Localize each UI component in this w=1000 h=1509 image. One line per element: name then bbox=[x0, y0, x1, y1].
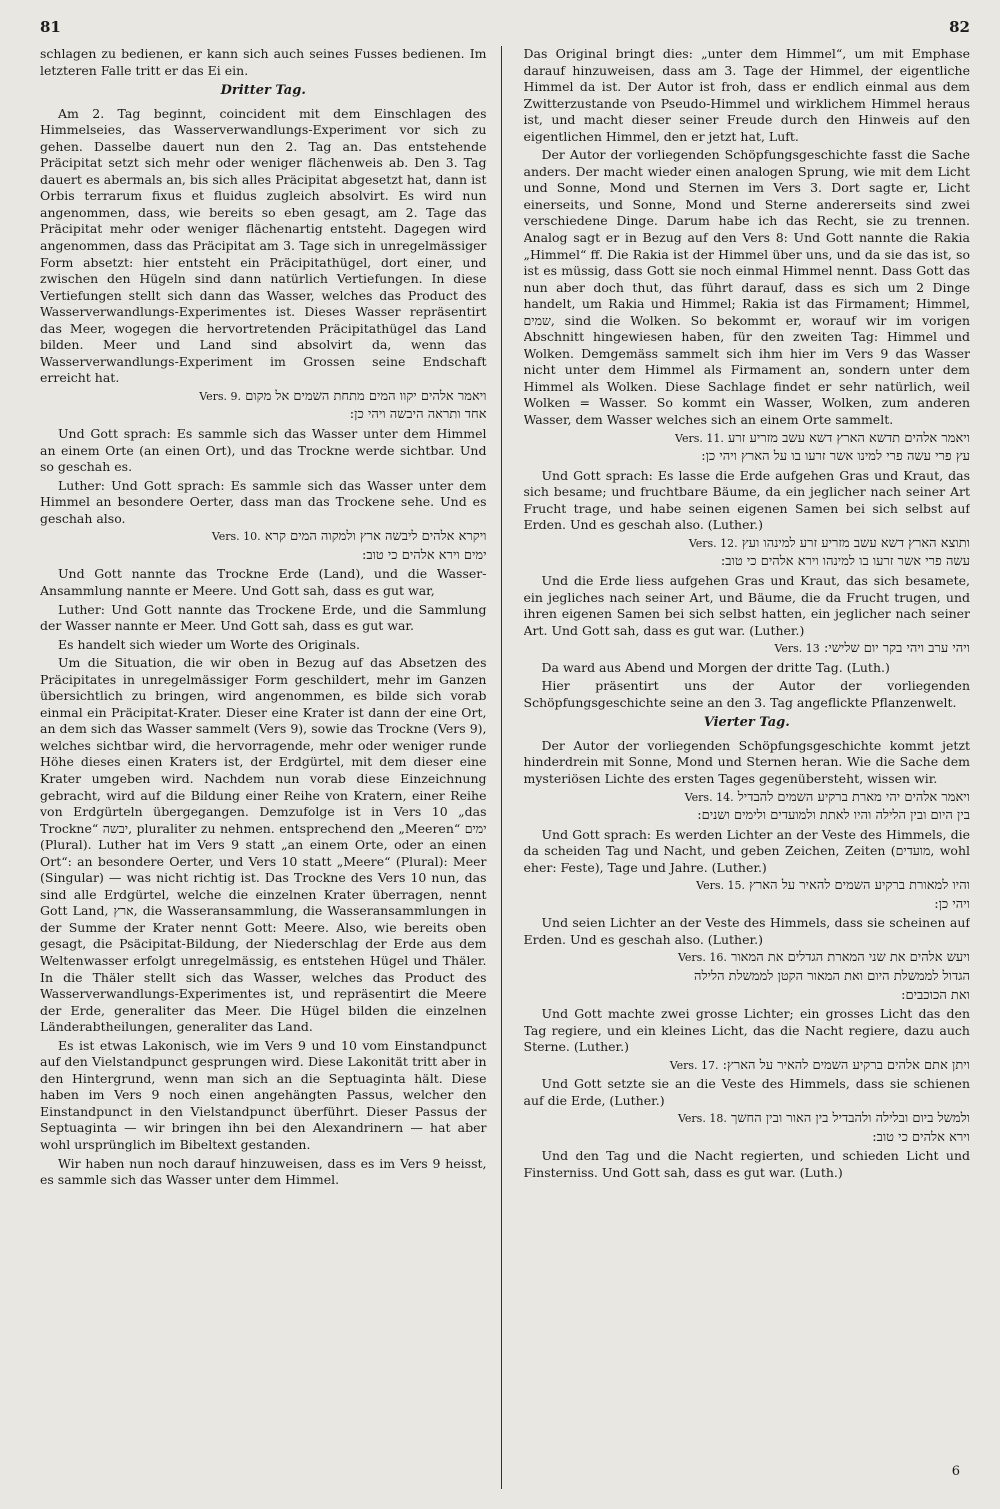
verse-number: Vers. 15. bbox=[696, 879, 745, 893]
paragraph: Um die Situation, die wir oben in Bezug auf das Absetzen des Präcipitates in unregelmässiger Form geschildert, mehr im Ganzen übersichtlich zu bringen, wird angenommen, es bilde sich vorab einmal ein Präcipitat-Krater. Dieser eine Krater ist dann der eine Ort, an dem sich das Wasser sammelt (Vers 9), sowie das Trockne (Vers 9), welches sichtbar wird, die hervorragende, mehr oder weniger runde Höhe dieses einen Kraters ist, der Erdgürtel, mit dem dieser eine Krater umgeben wird. Nachdem nun vorab diese Einzeichnung gebracht, wird auf die Bildung einer Reihe von Kratern, einer Reihe von Erdgürteln übergegangen. Demzufolge ist in Vers 10 „das Trockne“ יבשה, pluraliter zu nehmen. entsprechend den „Meeren“ ימים (Plural). Luther hat im Vers 9 statt „an einem Orte, oder an einen Ort“: an besondere Oerter, und Vers 10 statt „Meere“ (Plural): Meer (Singular) — was nicht richtig ist. Das Trockne des Vers 10 nun, das sind alle Erdgürtel, welche die einzelnen Krater überragen, nennt Gott Land, ארץ, die Wasseransammlung, die Wasseransammlungen in der Summe der Krater nennt Gott: Meere. Also, wie bereits oben gesagt, die Psäcipitat-Bildung, der Niederschlag der Erde aus dem Weltenwasser erfolgt unregelmässig, es entstehen Hügel und Thäler. In die Thäler stellt sich das Wasser, welches das Product des Wasserverwandlungs-Experimentes ist, und repräsentirt die Meere der Erde, generaliter das Meer. Die Hügel bilden die einzelnen Länderabtheilungen, generaliter das Land. bbox=[40, 655, 487, 1035]
hebrew-verse bbox=[524, 1058, 971, 1075]
hebrew-text: ויתן אתם אלהים ברקיע השמים להאיר על הארץ: bbox=[722, 1057, 970, 1073]
right-column bbox=[524, 46, 971, 1489]
paragraph: Und die Erde liess aufgehen Gras und Kraut, das sich besamete, ein jegliches nach seiner Art, und Bäume, die da Frucht trugen, und ihren eigenen Samen bei sich selbst hatten, ein jeglicher nach seiner Art. Und Gott sah, dass es gut war. (Luther.) bbox=[523, 572, 970, 638]
hebrew-verse: אחד ותראה היבשה ויהי כן: bbox=[349, 407, 487, 423]
paragraph: Und Gott sprach: Es lasse die Erde aufgehen Gras und Kraut, das sich besame; und fruchtbare Bäume, da ein jeglicher nach seiner Art Frucht trage, und habe seinen eigenen Samen bei sich selbst auf Erden. Und es geschah also. (Luther.) bbox=[523, 467, 970, 533]
paragraph: Und Gott machte zwei grosse Lichter; ein grosses Licht das den Tag regiere, und ein kleines Licht, das die Nacht regiere, dazu auch Sterne. (Luther.) bbox=[523, 1006, 970, 1055]
hebrew-text: ויעש אלהים את שני המארת הגדלים את המאור bbox=[730, 950, 970, 966]
hebrew-verse bbox=[524, 431, 971, 448]
hebrew-text: ולמשל ביום ובלילה ולהבדיל בין האור ובין החשך bbox=[730, 1111, 970, 1127]
hebrew-verse bbox=[524, 878, 971, 895]
paragraph: Und Gott setzte sie an die Veste des Himmels, dass sie schienen auf die Erde, (Luther.) bbox=[523, 1076, 970, 1108]
paragraph: Am 2. Tag beginnt, coincident mit dem Einschlagen des Himmelseies, das Wasserverwandlungs-Experiment vor sich zu gehen. Dasselbe dauert nun den 2. Tag an. Das entstehende Präcipitat setzt sich mehr oder weniger flächenweis ab. Den 3. Tag dauert es abermals an, bis sich alles Präcipitat abgesetzt hat, dann ist Orbis terrarum fixus et fluidus zugleich absolvirt. Es wird nun angenommen, dass, wie bereits so eben gesagt, am 2. Tage das Präcipitat mehr oder weniger flächenartig entsteht. Dagegen wird angenommen, dass das Präcipitat am 3. Tage sich in unregelmässiger Form absetzt: hier entsteht ein Präcipitathügel, dort einer, und zwischen den Hügeln sind dann natürlich Vertiefungen. In diese Vertiefungen stellt sich dann das Wasser, welches das Product des Wasserverwandlungs-Experimentes ist. Dieses Wasser repräsentirt das Meer, wogegen die hervortretenden Präcipitathügel das Land bilden. Meer und Land sind absolvirt da, wenn das Wasserverwandlungs-Experiment im Grossen seine Endschaft erreicht hat. bbox=[40, 105, 487, 386]
page-number-left: 81 bbox=[40, 18, 61, 36]
hebrew-verse: ואת הכוכבים: bbox=[901, 987, 970, 1003]
paragraph: Und den Tag und die Nacht regierten, und schieden Licht und Finsterniss. Und Gott sah, dass es gut war. (Luth.) bbox=[523, 1148, 970, 1180]
verse-number: Vers. 10. bbox=[211, 530, 261, 544]
paragraph: Und Gott sprach: Es sammle sich das Wasser unter dem Himmel an einem Orte (an einen Ort), und das Trockne werde sichtbar. Und so geschah es. bbox=[40, 426, 487, 475]
paragraph: Der Autor der vorliegenden Schöpfungsgeschichte fasst die Sache anders. Der macht wieder einen analogen Sprung, wie mit dem Licht und Sonne, Mond und Sternen im Vers 3. Dort sagte er, Licht einerseits, und Sonne, Mond und Sterne andererseits sind zwei verschiedene Dinge. Darum habe ich das Recht, sie zu trennen. Analog sagt er in Bezug auf den Vers 8: Und Gott nannte die Rakia „Himmel“ ff. Die Rakia ist der Himmel über uns, und da sie das ist, so ist es müssig, dass Gott sie noch einmal Himmel nennt. Dass Gott das nun aber doch thut, das führt darauf, dass es sich um 2 Dinge handelt, um Rakia und Himmel; Rakia ist das Firmament; Himmel, שמים, sind die Wolken. So bekommt er, worauf wir im vorigen Abschnitt hingewiesen haben, für den zweiten Tag: Himmel und Wolken. Demgemäss sammelt sich ihm hier im Vers 9 das Wasser nicht unter dem Himmel als Firmament an, sondern unter dem Himmel als Wolken. Diese Sachlage findet er sehr natürlich, weil Wolken = Wasser. So kommt ein Wasser, Wolken, zum anderen Wasser, dem Wasser welches sich an einem Orte sammelt. bbox=[523, 147, 970, 428]
hebrew-text: ויאמר אלהים תדשא הארץ דשא עשב מזריע זרע bbox=[728, 430, 970, 446]
paragraph: Hier präsentirt uns der Autor der vorliegenden Schöpfungsgeschichte seine an den 3. Tag angeflickte Pflanzenwelt. bbox=[523, 678, 970, 710]
paragraph: Und Gott sprach: Es werden Lichter an der Veste des Himmels, die da scheiden Tag und Nacht, und geben Zeichen, Zeiten (מועדים, wohl eher: Feste), Tage und Jahre. (Luther.) bbox=[523, 826, 970, 875]
hebrew-verse bbox=[524, 641, 971, 658]
verse-number: Vers. 14. bbox=[684, 790, 734, 804]
hebrew-verse bbox=[524, 536, 971, 553]
paragraph: Luther: Und Gott nannte das Trockene Erde, und die Sammlung der Wasser nannte er Meer. Und Gott sah, dass es gut war. bbox=[40, 601, 487, 634]
two-column-body bbox=[40, 46, 970, 1489]
hebrew-verse: עשה פרי אשר זרעו בו למינהו וירא אלהים כי טוב: bbox=[720, 554, 970, 570]
hebrew-verse bbox=[40, 529, 487, 546]
hebrew-verse bbox=[524, 1111, 971, 1128]
paragraph: Wir haben nun noch darauf hinzuweisen, dass es im Vers 9 heisst, es sammle sich das Wasser unter dem Himmel. bbox=[40, 1155, 487, 1188]
hebrew-text: ויאמר אלהים יקוו המים מתחת השמים אל מקום bbox=[245, 388, 487, 404]
paragraph: Da ward aus Abend und Morgen der dritte Tag. (Luth.) bbox=[541, 659, 890, 675]
section-heading: Dritter Tag. bbox=[220, 83, 306, 99]
verse-number: Vers. 17. bbox=[669, 1058, 719, 1072]
hebrew-verse: הגדול לממשלת היום ואת המאור הקטן לממשלת הלילה bbox=[694, 968, 970, 984]
hebrew-verse: בין היום ובין הלילה והיו לאתת ולמועדים ולימים ושנים: bbox=[697, 808, 970, 824]
paragraph: Das Original bringt dies: „unter dem Himmel“, um mit Emphase darauf hinzuweisen, dass am 3. Tage der Himmel, der eigentliche Himmel da ist. Der Autor ist froh, dass er endlich einmal aus dem Zwitterzustande von Pseudo-Himmel und wirklichem Himmel heraus ist, und macht dieser seiner Freude durch den Hinweis auf den eigentlichen Himmel, den er jetzt hat, Luft. bbox=[523, 46, 970, 144]
hebrew-verse: ויהי כן: bbox=[934, 896, 970, 912]
hebrew-text: ויהי ערב ויהי בקר יום שלישי: bbox=[823, 641, 970, 657]
verse-number: Vers. 11. bbox=[675, 431, 724, 445]
hebrew-text: ויקרא אלהים ליבשה ארץ ולמקוה המים קרא bbox=[264, 529, 487, 545]
hebrew-verse: עץ פרי עשה פרי למינו אשר זרעו בו על הארץ ויהי כן: bbox=[701, 449, 970, 465]
page-number-right: 82 bbox=[949, 18, 970, 36]
hebrew-verse bbox=[40, 389, 487, 406]
paragraph: Es ist etwas Lakonisch, wie im Vers 9 und 10 vom Einstandpunct auf den Vielstandpunct gesprungen wird. Diese Lakonität tritt aber in den Hintergrund, wenn man sich an die Septuaginta hält. Diese haben im Vers 9 noch einen angehängten Passus, welcher den Einstandpunct in den Vielstandpunct überführt. Dieser Passus der Septuaginta — wir bringen ihn bei den Alexandrinern — hat aber wohl ursprünglich im Bibeltext gestanden. bbox=[40, 1037, 487, 1152]
verse-number: Vers. 18. bbox=[677, 1112, 727, 1126]
paragraph: Und Gott nannte das Trockne Erde (Land), und die Wasser-Ansammlung nannte er Meere. Und Gott sah, dass es gut war, bbox=[40, 566, 487, 598]
left-column bbox=[40, 46, 502, 1489]
paragraph: Der Autor der vorliegenden Schöpfungsgeschichte kommt jetzt hinderdrein mit Sonne, Mond und Sternen heran. Wie die Sache dem mysteriösen Lichte des ersten Tages gegenübersteht, wissen wir. bbox=[523, 737, 970, 786]
section-heading: Vierter Tag. bbox=[703, 715, 790, 731]
paragraph: schlagen zu bedienen, er kann sich auch seines Fusses bedienen. Im letzteren Falle tritt er das Ei ein. bbox=[40, 46, 487, 78]
verse-number: Vers. 12. bbox=[688, 536, 738, 550]
paragraph: Und seien Lichter an der Veste des Himmels, dass sie scheinen auf Erden. Und es geschah also. (Luther.) bbox=[523, 915, 970, 947]
hebrew-verse: ימים וירא אלהים כי טוב: bbox=[361, 547, 487, 563]
paragraph: Es handelt sich wieder um Worte des Originals. bbox=[58, 636, 361, 652]
verse-number: Vers. 9. bbox=[199, 389, 242, 403]
hebrew-verse bbox=[524, 790, 971, 807]
paragraph: Luther: Und Gott sprach: Es sammle sich das Wasser unter dem Himmel an besondere Oerter, dass man das Trockene sehe. Und es geschah also. bbox=[40, 477, 487, 526]
hebrew-text: ויאמר אלהים יהי מארת ברקיע השמים להבדיל bbox=[737, 789, 970, 805]
verse-number: Vers. 13 bbox=[774, 642, 820, 656]
hebrew-verse: וירא אלהים כי טוב: bbox=[872, 1129, 970, 1145]
hebrew-text: ותוצא הארץ דשא עשב מזריע זרע למינהו ועץ bbox=[741, 535, 970, 551]
hebrew-text: והיו למאורת ברקיע השמים להאיר על הארץ bbox=[749, 878, 970, 894]
printer-signature: 6 bbox=[951, 1464, 960, 1479]
verse-number: Vers. 16. bbox=[677, 951, 727, 965]
hebrew-verse bbox=[524, 950, 971, 967]
